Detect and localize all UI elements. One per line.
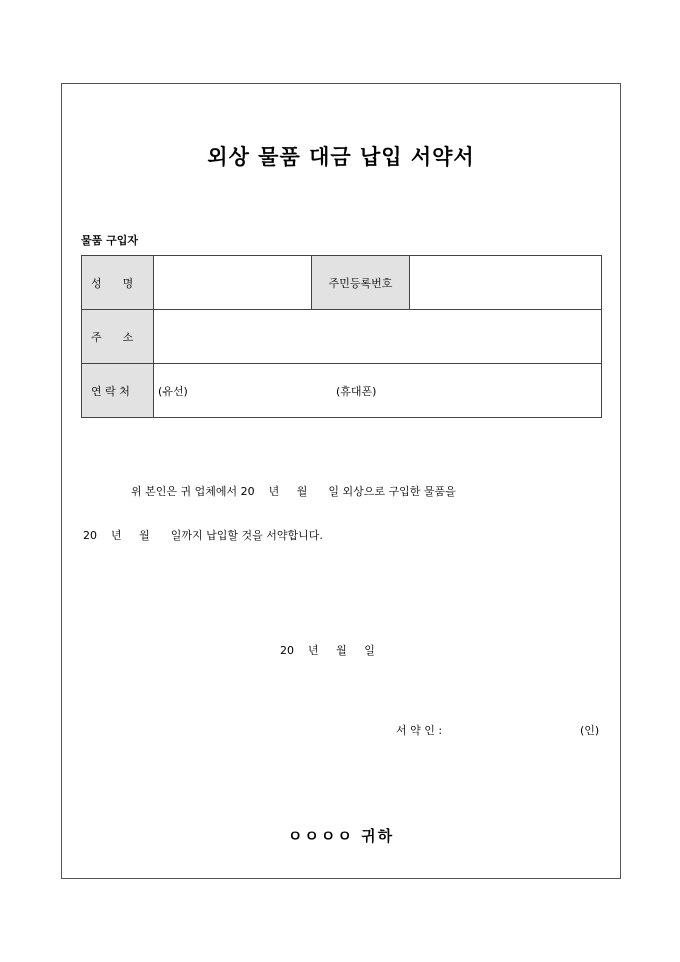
resident-number-label: 주민등록번호: [312, 256, 410, 310]
pledge-statement-line1: 위 본인은 귀 업체에서 20 년 월 일 외상으로 구입한 물품을: [131, 485, 456, 498]
contact-field[interactable]: [154, 364, 602, 418]
document-title: 외상 물품 대금 납입 서약서: [207, 144, 475, 169]
mobile-phone-label: (휴대폰): [336, 384, 377, 398]
name-row: [82, 256, 602, 310]
document-page: [61, 83, 621, 879]
signer-label: 서 약 인 :: [396, 724, 443, 737]
name-field[interactable]: [154, 256, 312, 310]
address-row: [82, 310, 602, 364]
addressee: ㅇㅇㅇㅇ 귀하: [287, 827, 395, 845]
address-field[interactable]: [154, 310, 602, 364]
buyer-info-table: [81, 255, 602, 418]
signing-date: 20 년 월 일: [280, 644, 375, 657]
wired-phone-label: (유선): [158, 384, 188, 398]
seal-mark: (인): [580, 724, 600, 737]
name-label: 성 명: [82, 256, 154, 310]
resident-number-field[interactable]: [410, 256, 602, 310]
address-label: 주 소: [82, 310, 154, 364]
buyer-section-label: 물품 구입자: [81, 234, 138, 247]
contact-row: [82, 364, 602, 418]
contact-label: 연 락 처: [82, 364, 154, 418]
pledge-statement-line2: 20 년 월 일까지 납입할 것을 서약합니다.: [83, 529, 323, 542]
